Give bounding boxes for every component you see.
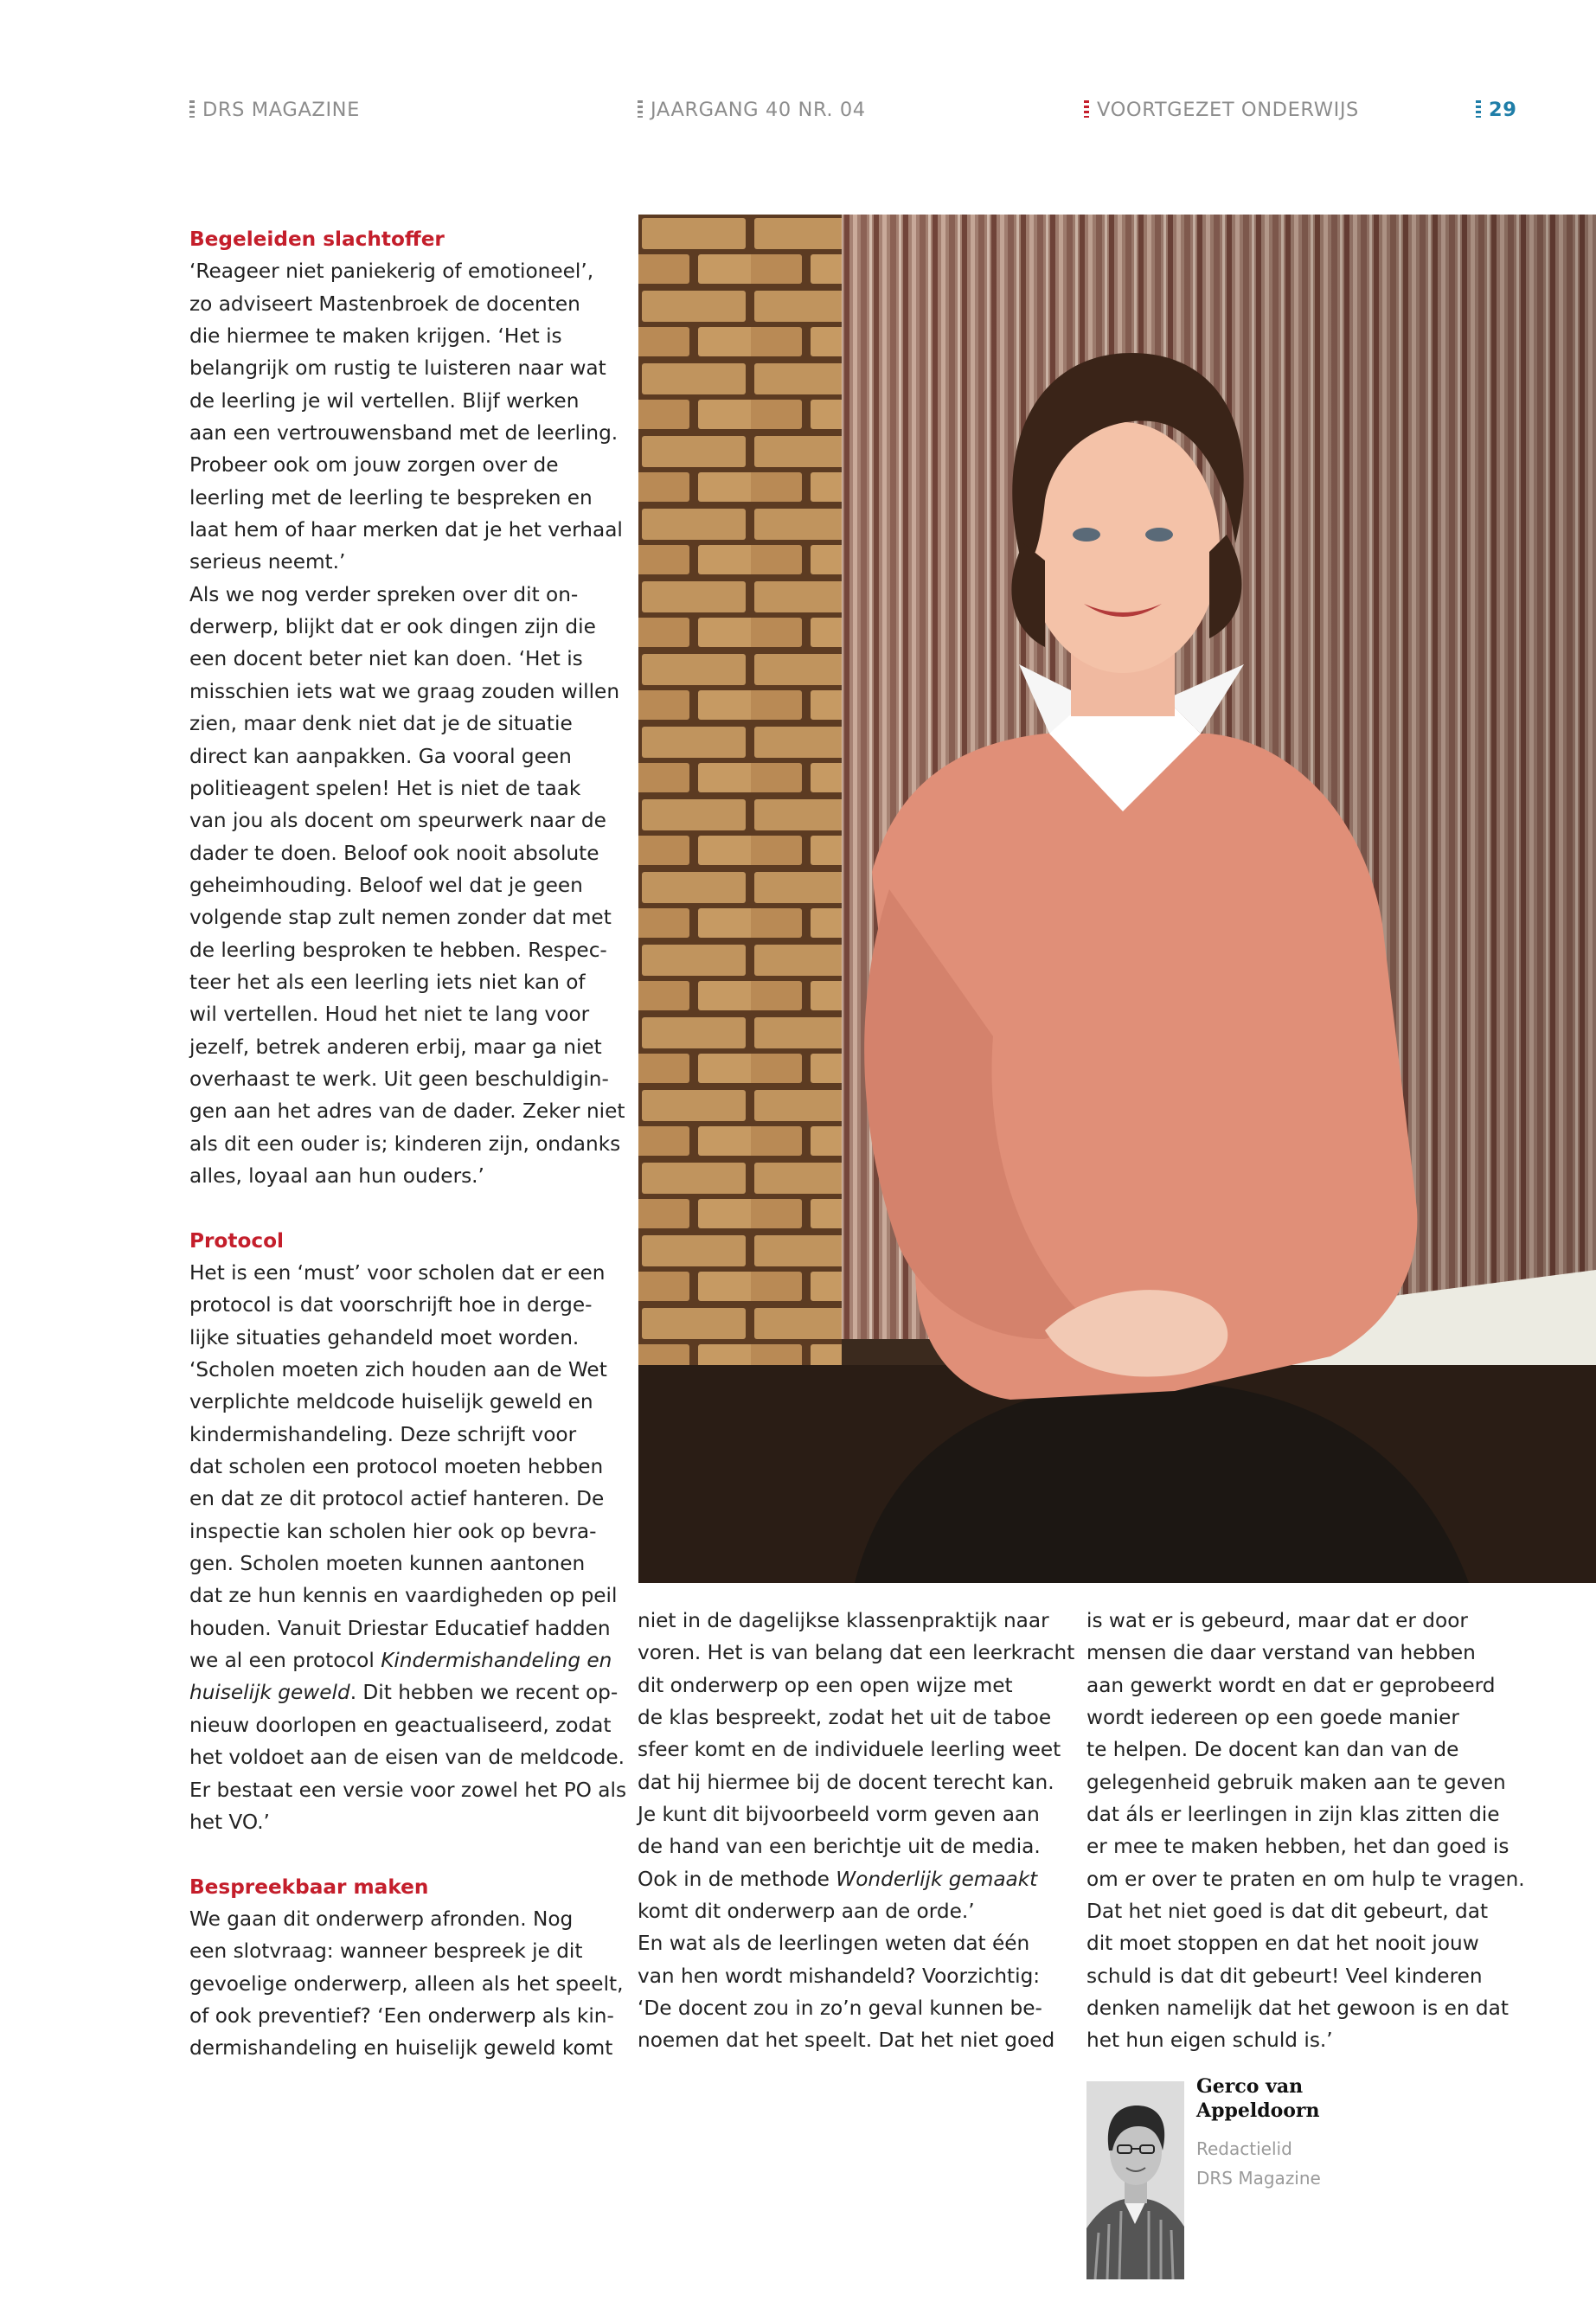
- paragraph-line: dit moet stoppen en dat het nooit jouw: [1086, 1932, 1479, 1956]
- paragraph-spacer: [189, 1838, 596, 1870]
- paragraph-line: jezelf, betrek anderen erbij, maar ga niet: [189, 1035, 602, 1059]
- section-heading-bespreekbaar: Bespreekbaar maken: [189, 1875, 429, 1899]
- header-issue: [638, 99, 866, 121]
- portrait-photo-illustration: [638, 215, 1596, 1583]
- text-run: . Dit hebben we recent op-: [349, 1681, 619, 1705]
- protocol-title-part2: huiselijk geweld: [189, 1681, 350, 1705]
- section-heading-protocol: Protocol: [189, 1228, 284, 1253]
- header-section-label: VOORTGEZET ONDERWIJS: [1097, 99, 1359, 121]
- author-role: [1196, 2134, 1321, 2193]
- section-heading-begeleiden: Begeleiden slachtoffer: [189, 228, 445, 251]
- paragraph-line: protocol is dat voorschrijft hoe in derge-: [189, 1293, 593, 1317]
- paragraph-line: de leerling je wil vertellen. Blijf werken: [189, 388, 580, 413]
- paragraph-line: er mee te maken hebben, het dan goed is: [1086, 1835, 1509, 1859]
- paragraph-line: We gaan dit onderwerp afronden. Nog: [189, 1907, 574, 1931]
- author-role-title: Redactielid: [1196, 2138, 1292, 2159]
- header-magazine-name: [189, 99, 360, 121]
- paragraph-line: serieus neemt.’: [189, 550, 346, 574]
- text-run: Ook in de methode: [638, 1867, 836, 1891]
- paragraph-line: die hiermee te maken krijgen. ‘Het is: [189, 324, 562, 349]
- paragraph-line: dermishandeling en huiselijk geweld komt: [189, 2036, 613, 2061]
- paragraph-line: ‘De docent zou in zo’n geval kunnen be-: [638, 1997, 1042, 2021]
- paragraph-line: noemen dat het speelt. Dat het niet goed: [638, 2029, 1055, 2053]
- article-column-2: [638, 1605, 1075, 2057]
- author-publication: DRS Magazine: [1196, 2168, 1321, 2189]
- paragraph-line: wil vertellen. Houd het niet te lang voor: [189, 1003, 590, 1027]
- paragraph-line: dat hij hiermee bij de docent terecht kan.: [638, 1770, 1054, 1794]
- paragraph-line: dat scholen een protocol moeten hebben: [189, 1455, 604, 1479]
- paragraph-line: van jou als docent om speurwerk naar de: [189, 809, 606, 833]
- paragraph-line: dat ze hun kennis en vaardigheden op peil: [189, 1584, 618, 1608]
- paragraph-line: zo adviseert Mastenbroek de docenten: [189, 292, 580, 316]
- paragraph-line: alles, loyaal aan hun ouders.’: [189, 1163, 484, 1188]
- paragraph-line: wordt iedereen op een goede manier: [1086, 1706, 1459, 1730]
- paragraph-line: [638, 1863, 1053, 1895]
- author-name-line1: Gerco van: [1196, 2075, 1304, 2098]
- paragraph-line: om er over te praten en om hulp te vragen.: [1086, 1867, 1525, 1891]
- paragraph-line: komt dit onderwerp aan de orde.’: [638, 1900, 975, 1924]
- paragraph-line: Probeer ook om jouw zorgen over de: [189, 453, 559, 478]
- paragraph-line: lijke situaties gehandeld moet worden.: [189, 1325, 580, 1349]
- paragraph-line: belangrijk om rustig te luisteren naar wat: [189, 356, 606, 381]
- paragraph-line: niet in de dagelijkse klassenpraktijk naar: [638, 1609, 1049, 1632]
- paragraph-line: politieagent spelen! Het is niet de taak: [189, 776, 581, 800]
- paragraph-line: misschien iets wat we graag zouden willen: [189, 679, 620, 703]
- paragraph-line: houden. Vanuit Driestar Educatief hadden: [189, 1616, 611, 1640]
- paragraph-line: de hand van een berichtje uit de media.: [638, 1835, 1041, 1859]
- paragraph-line: [189, 1644, 612, 1676]
- paragraph-line: derwerp, blijkt dat er ook dingen zijn die: [189, 615, 596, 639]
- paragraph-line: als dit een ouder is; kinderen zijn, ondanks: [189, 1131, 621, 1156]
- portrait-photo: [638, 215, 1596, 1583]
- paragraph-line: [189, 1676, 619, 1708]
- header-page-number: [1476, 99, 1517, 121]
- paragraph-line: ‘Reageer niet paniekerig of emotioneel’,: [189, 260, 594, 284]
- text-run: we al een protocol: [189, 1649, 381, 1673]
- paragraph-line: denken namelijk dat het gewoon is en dat: [1086, 1997, 1509, 2021]
- paragraph-line: mensen die daar verstand van hebben: [1086, 1641, 1476, 1665]
- paragraph-line: gevoelige onderwerp, alleen als het speelt,: [189, 1971, 624, 1996]
- page-number: 29: [1489, 99, 1517, 121]
- header-section: [1084, 99, 1359, 121]
- paragraph-line: en dat ze dit protocol actief hanteren. De: [189, 1487, 605, 1511]
- header-bullet-icon: [1476, 100, 1481, 118]
- paragraph-line: teer het als een leerling iets niet kan of: [189, 970, 586, 994]
- paragraph-line: Het is een ‘must’ voor scholen dat er een: [189, 1261, 606, 1285]
- paragraph-line: aan een vertrouwensband met de leerling.: [189, 421, 619, 445]
- paragraph-line: van hen wordt mishandeld? Voorzichtig:: [638, 1964, 1041, 1988]
- paragraph-line: direct kan aanpakken. Ga vooral geen: [189, 744, 572, 768]
- paragraph-line: gelegenheid gebruik maken aan te geven: [1086, 1770, 1506, 1794]
- paragraph-line: kindermishandeling. Deze schrijft voor: [189, 1422, 577, 1446]
- paragraph-line: laat hem of haar merken dat je het verhaal: [189, 518, 623, 542]
- paragraph-line: volgende stap zult nemen zonder dat met: [189, 906, 612, 930]
- article-column-1: [189, 223, 627, 2065]
- paragraph-line: voren. Het is van belang dat een leerkracht: [638, 1641, 1075, 1665]
- paragraph-line: dat áls er leerlingen in zijn klas zitten die: [1086, 1803, 1500, 1827]
- header-issue-label: JAARGANG 40 NR. 04: [651, 99, 866, 121]
- author-photo: [1086, 2081, 1184, 2279]
- paragraph-line: geheimhouding. Beloof wel dat je geen: [189, 873, 583, 897]
- author-name-line2: Appeldoorn: [1196, 2099, 1320, 2122]
- paragraph-line: En wat als de leerlingen weten dat één: [638, 1932, 1030, 1956]
- header-bullet-icon: [189, 100, 195, 118]
- paragraph-line: overhaast te werk. Uit geen beschuldigin-: [189, 1067, 609, 1091]
- paragraph-line: Er bestaat een versie voor zowel het PO als: [189, 1778, 627, 1802]
- method-title: Wonderlijk gemaakt: [836, 1867, 1038, 1891]
- paragraph-line: het voldoet aan de eisen van de meldcode.: [189, 1746, 625, 1770]
- paragraph-line: schuld is dat dit gebeurt! Veel kinderen: [1086, 1964, 1483, 1988]
- paragraph-line: zien, maar denk niet dat je de situatie: [189, 712, 573, 736]
- paragraph-spacer: [189, 1192, 596, 1224]
- paragraph-line: aan gewerkt wordt en dat er geprobeerd: [1086, 1673, 1496, 1697]
- paragraph-line: inspectie kan scholen hier ook op bevra-: [189, 1519, 597, 1543]
- paragraph-line: een slotvraag: wanneer bespreek je dit: [189, 1939, 583, 1964]
- paragraph-line: een docent beter niet kan doen. ‘Het is: [189, 647, 583, 671]
- header-magazine-label: DRS MAGAZINE: [202, 99, 360, 121]
- paragraph-line: sfeer komt en de individuele leerling weet: [638, 1738, 1061, 1762]
- paragraph-line: leerling met de leerling te bespreken en: [189, 485, 593, 510]
- paragraph-line: ‘Scholen moeten zich houden aan de Wet: [189, 1358, 607, 1382]
- paragraph-line: gen aan het adres van de dader. Zeker niet: [189, 1099, 625, 1124]
- paragraph-line: Je kunt dit bijvoorbeeld vorm geven aan: [638, 1803, 1040, 1827]
- paragraph-line: Dat het niet goed is dat dit gebeurt, dat: [1086, 1900, 1489, 1924]
- header-bullet-icon: [1084, 100, 1089, 118]
- paragraph-line: het VO.’: [189, 1810, 270, 1834]
- author-photo-illustration: [1086, 2081, 1184, 2279]
- author-name: [1196, 2074, 1456, 2123]
- paragraph-line: dit onderwerp op een open wijze met: [638, 1673, 1013, 1697]
- paragraph-line: nieuw doorlopen en geactualiseerd, zodat: [189, 1713, 612, 1737]
- paragraph-line: Als we nog verder spreken over dit on-: [189, 582, 579, 606]
- paragraph-line: is wat er is gebeurd, maar dat er door: [1086, 1609, 1468, 1632]
- paragraph-line: dader te doen. Beloof ook nooit absolute: [189, 841, 599, 865]
- paragraph-line: de leerling besproken te hebben. Respec-: [189, 938, 607, 962]
- article-column-3: [1086, 1605, 1536, 2057]
- paragraph-line: de klas bespreekt, zodat het uit de taboe: [638, 1706, 1052, 1730]
- paragraph-line: of ook preventief? ‘Een onderwerp als kin-: [189, 2003, 614, 2028]
- paragraph-line: gen. Scholen moeten kunnen aantonen: [189, 1552, 586, 1576]
- paragraph-line: verplichte meldcode huiselijk geweld en: [189, 1390, 593, 1414]
- header-bullet-icon: [638, 100, 643, 118]
- paragraph-line: het hun eigen schuld is.’: [1086, 2029, 1333, 2053]
- protocol-title-part1: Kindermishandeling en: [381, 1649, 612, 1673]
- paragraph-line: te helpen. De docent kan dan van de: [1086, 1738, 1459, 1762]
